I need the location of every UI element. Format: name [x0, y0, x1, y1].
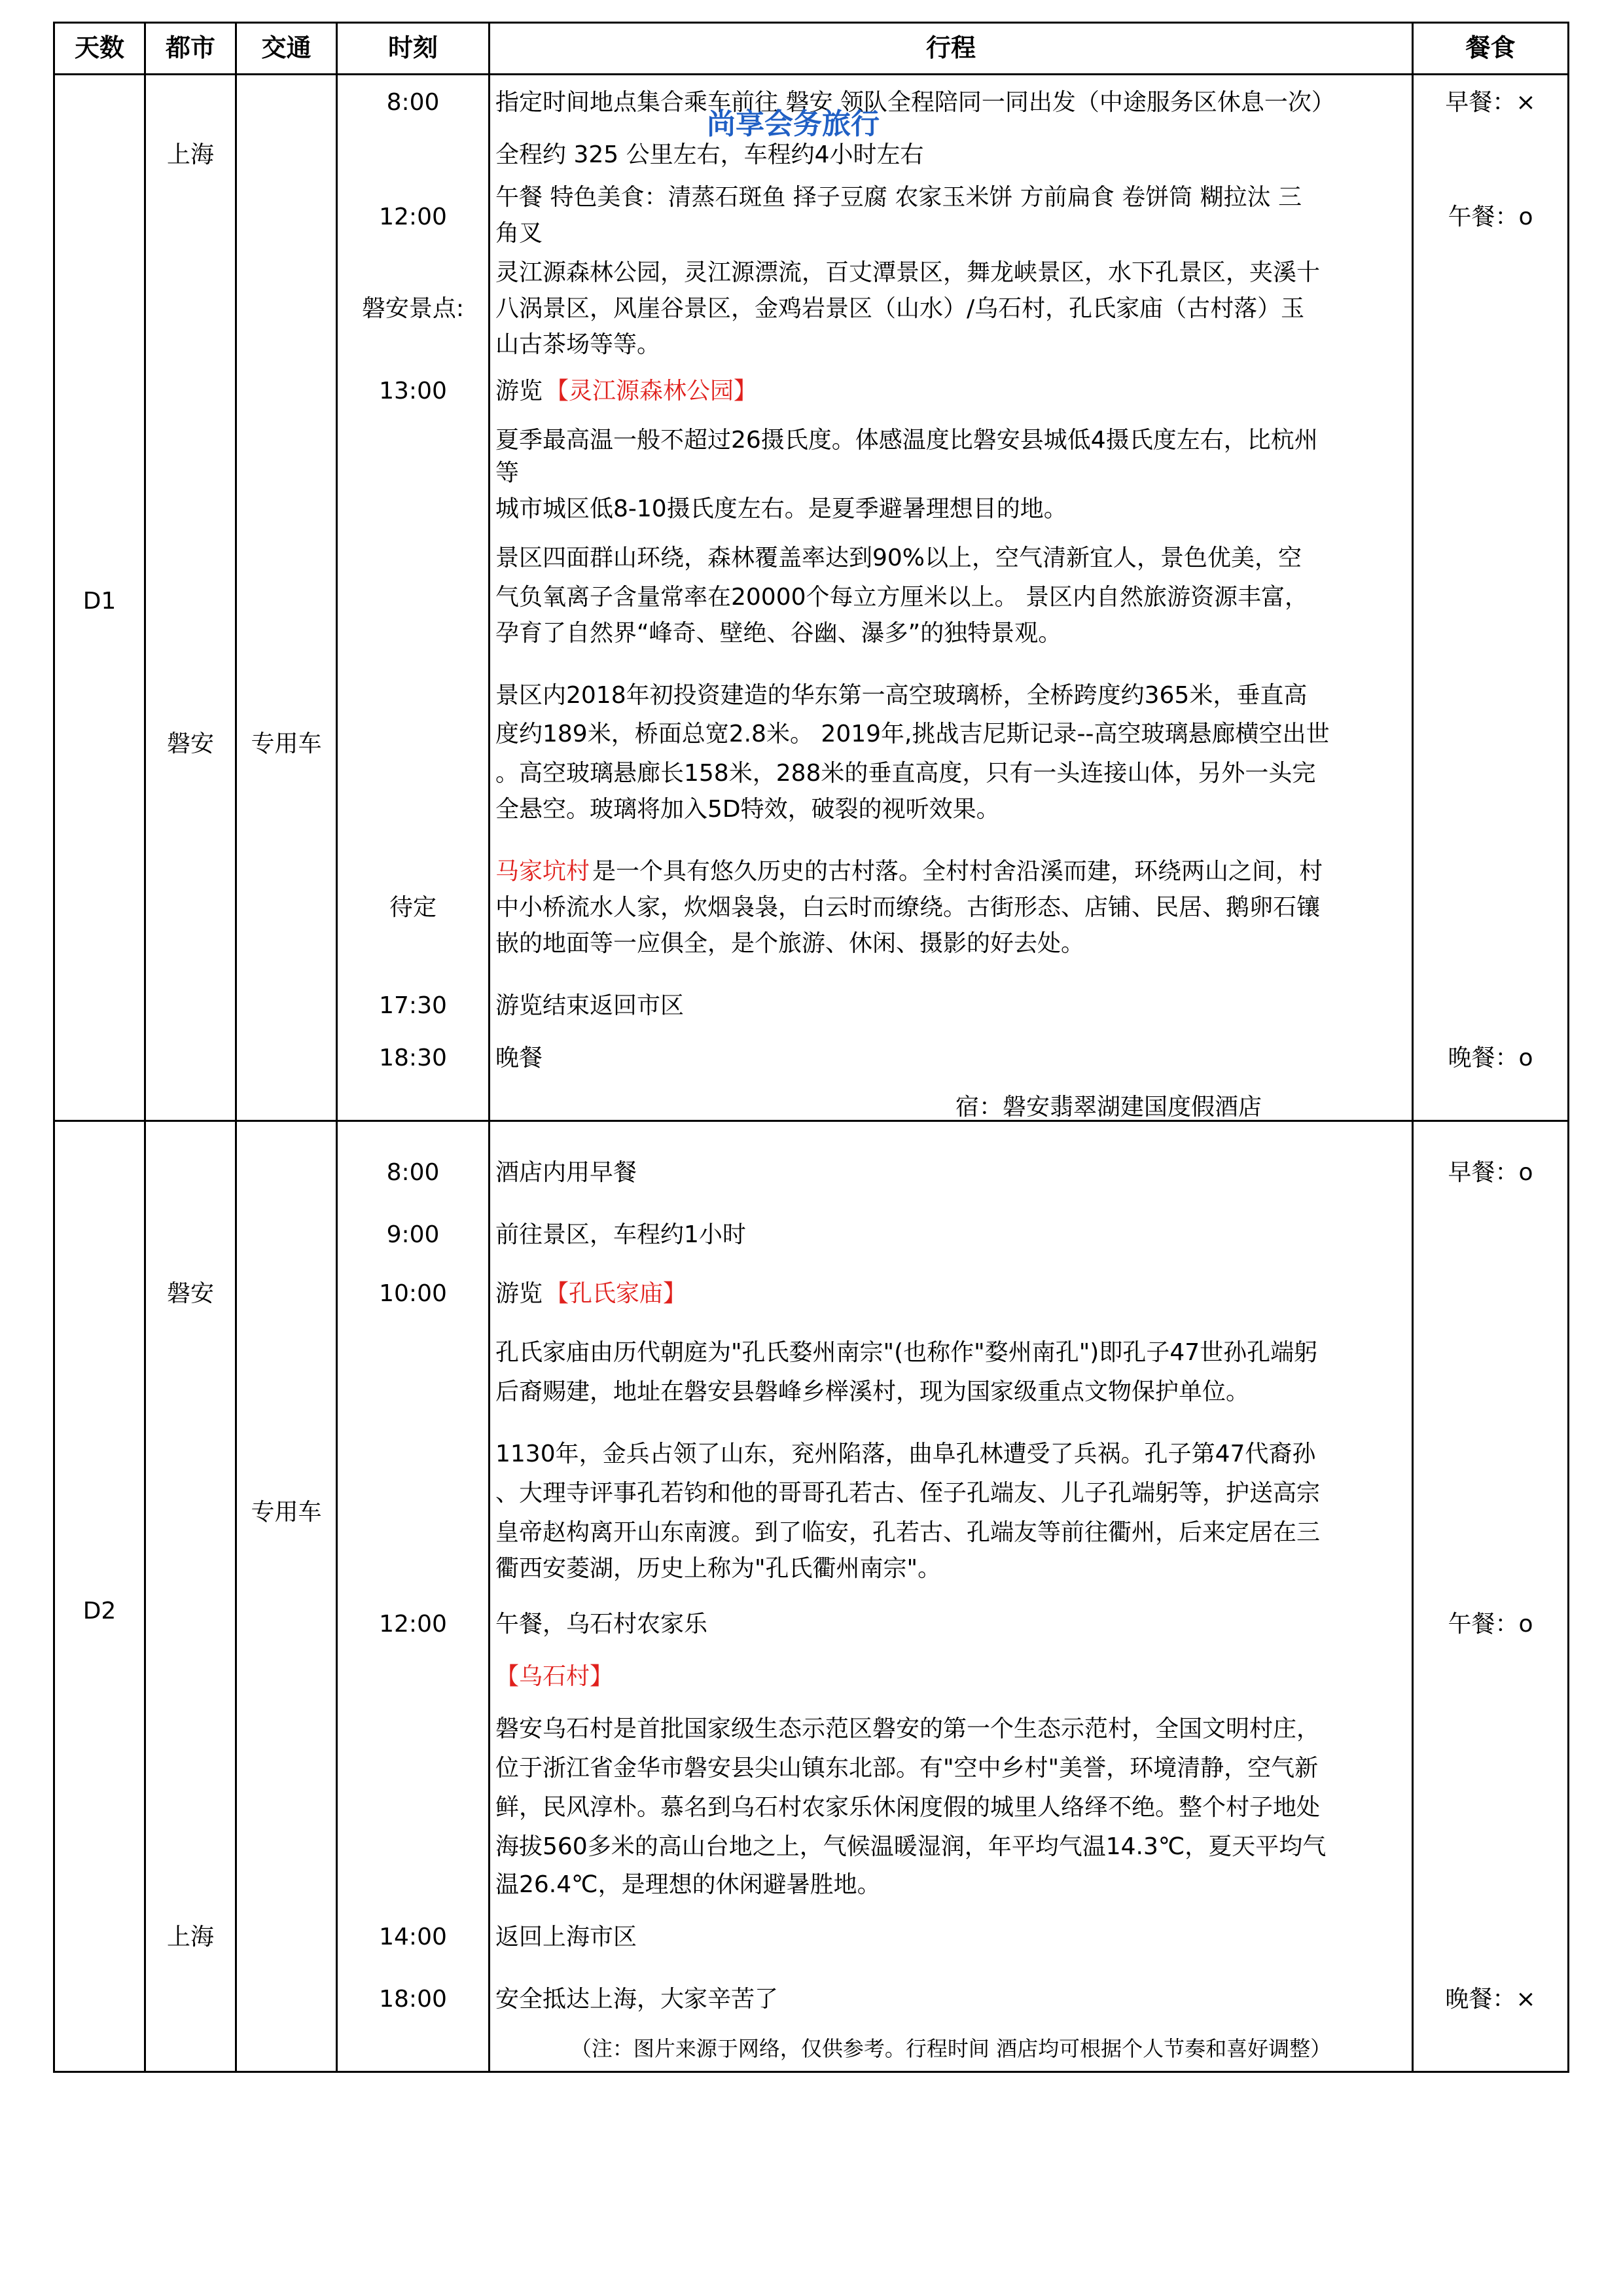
- itinerary-line: 游览: [495, 378, 543, 404]
- itinerary-line: 。高空玻璃悬廊长158米，288米的垂直高度，只有一头连接山体，另外一头完: [495, 760, 1316, 787]
- itinerary-line: 等: [495, 459, 520, 486]
- transport-private-car: 专用车: [251, 730, 322, 757]
- itinerary-line: 鲜，民风淳朴。慕名到乌石村农家乐休闲度假的城里人络绎不绝。整个村子地处: [495, 1794, 1321, 1821]
- city-shanghai: 上海: [166, 141, 214, 168]
- itinerary-line: 返回上海市区: [495, 1924, 637, 1950]
- itinerary-line: 皇帝赵构离开山东南渡。到了临安，孔若古、孔端友等前往衢州，后来定居在三: [495, 1519, 1321, 1546]
- col-border: [235, 22, 237, 2073]
- itinerary-line: 全悬空。玻璃将加入5D特效，破裂的视听效果。: [495, 796, 1000, 823]
- meal-lunch: 午餐：o: [1448, 1611, 1533, 1638]
- header-transport: 交通: [261, 33, 312, 62]
- time-slot: 8:00: [386, 1159, 440, 1186]
- meal-dinner: 晚餐：×: [1445, 1986, 1536, 2013]
- itinerary-line: 灵江源森林公园，灵江源漂流，百丈潭景区，舞龙峡景区，水下孔景区，夹溪十: [495, 259, 1321, 286]
- meal-breakfast: 早餐：o: [1448, 1159, 1533, 1186]
- header-day: 天数: [74, 33, 124, 62]
- city-shanghai: 上海: [166, 1924, 214, 1950]
- time-slot: 18:00: [379, 1986, 447, 2013]
- itinerary-line: 温26.4℃，是理想的休闲避暑胜地。: [495, 1871, 881, 1898]
- day-divider: [53, 1120, 1569, 1122]
- itinerary-line: 度约189米，桥面总宽2.8米。 2019年,挑战吉尼斯记录--高空玻璃悬廊横空出世: [495, 721, 1330, 747]
- itinerary-line: 游览结束返回市区: [495, 992, 685, 1019]
- time-slot: 12:00: [379, 1611, 447, 1638]
- header-time: 时刻: [387, 33, 438, 62]
- itinerary-line: 酒店内用早餐: [495, 1159, 637, 1186]
- itinerary-line: 位于浙江省金华市磐安县尖山镇东北部。有"空中乡村"美誉，环境清静，空气新: [495, 1755, 1319, 1782]
- time-slot: 14:00: [379, 1924, 447, 1950]
- itinerary-line: 嵌的地面等一应俱全，是个旅游、休闲、摄影的好去处。: [495, 930, 1085, 957]
- itinerary-line: 夏季最高温一般不超过26摄氏度。体感温度比磐安县城低4摄氏度左右，比杭州: [495, 427, 1318, 454]
- itinerary-line: 、大理寺评事孔若钧和他的哥哥孔若古、侄子孔端友、儿子孔端躬等，护送高宗: [495, 1480, 1321, 1507]
- itinerary-line: 磐安乌石村是首批国家级生态示范区磐安的第一个生态示范村，全国文明村庄，: [495, 1715, 1321, 1742]
- itinerary-line: 安全抵达上海，大家辛苦了: [495, 1986, 779, 2013]
- itinerary-line: 中小桥流水人家，炊烟袅袅，白云时而缭绕。古街形态、店铺、民居、鹅卵石镶: [495, 894, 1321, 921]
- footnote: （注：图片来源于网络，仅供参考。行程时间 酒店均可根据个人节奏和喜好调整）: [570, 2036, 1332, 2061]
- itinerary-line: 气负氧离子含量常率在20000个每立方厘米以上。 景区内自然旅游资源丰富，: [495, 584, 1308, 611]
- itinerary-line: 孕育了自然界“峰奇、壁绝、谷幽、瀑多”的独特景观。: [495, 620, 1062, 647]
- header-meal: 餐食: [1465, 33, 1516, 62]
- spot-name: 马家坑村: [495, 858, 590, 885]
- meal-breakfast: 早餐：×: [1445, 89, 1536, 116]
- day-label-d1: D1: [82, 588, 116, 615]
- header-bottom-border: [53, 73, 1569, 75]
- time-slot: 10:00: [379, 1280, 447, 1307]
- itinerary-line: 城市城区低8-10摄氏度左右。是夏季避暑理想目的地。: [495, 495, 1067, 522]
- table-bottom-border: [53, 2071, 1569, 2073]
- time-slot: 磐安景点:: [361, 295, 465, 322]
- itinerary-line: 海拔560多米的高山台地之上，气候温暖湿润，年平均气温14.3℃，夏天平均气: [495, 1833, 1327, 1860]
- time-slot: 13:00: [379, 378, 447, 404]
- itinerary-line: 后裔赐建，地址在磐安县磐峰乡榉溪村，现为国家级重点文物保护单位。: [495, 1378, 1250, 1405]
- transport-private-car: 专用车: [251, 1499, 322, 1526]
- spot-name: 【孔氏家庙】: [545, 1280, 687, 1307]
- itinerary-line: 山古茶场等等。: [495, 331, 661, 358]
- itinerary-line: 衢西安菱湖，历史上称为"孔氏衢州南宗"。: [495, 1555, 942, 1582]
- header-city: 都市: [165, 33, 215, 62]
- col-border: [1567, 22, 1569, 2073]
- meal-dinner: 晚餐：o: [1448, 1045, 1533, 1071]
- itinerary-line: 孔氏家庙由历代朝庭为"孔氏婺州南宗"(也称作"婺州南孔")即孔子47世孙孔端躬: [495, 1339, 1318, 1366]
- watermark-text: 尚享会务旅行: [707, 107, 880, 141]
- itinerary-line: 是一个具有悠久历史的古村落。全村村舍沿溪而建，环绕两山之间，村: [592, 858, 1323, 885]
- time-slot: 8:00: [386, 89, 440, 116]
- time-slot: 9:00: [386, 1221, 440, 1248]
- time-slot: 12:00: [379, 204, 447, 230]
- itinerary-line: 前往景区，车程约1小时: [495, 1221, 746, 1248]
- table-top-border: [53, 22, 1569, 24]
- itinerary-line: 晚餐: [495, 1045, 543, 1071]
- spot-name: 【乌石村】: [495, 1663, 614, 1690]
- itinerary-line: 指定时间地点集合乘车前往 磐安 领队全程陪同一同出发（中途服务区休息一次）: [495, 89, 1335, 116]
- itinerary-line: 八涡景区，风崖谷景区，金鸡岩景区（山水）/乌石村，孔氏家庙（古村落）玉: [495, 295, 1305, 322]
- itinerary-line: 角叉: [495, 220, 543, 247]
- itinerary-line: 景区内2018年初投资建造的华东第一高空玻璃桥，全桥跨度约365米，垂直高: [495, 682, 1308, 709]
- itinerary-line: 午餐 特色美食：清蒸石斑鱼 择子豆腐 农家玉米饼 方前扁食 卷饼筒 糊拉汰 三: [495, 184, 1302, 211]
- time-slot: 18:30: [379, 1045, 447, 1071]
- itinerary-line: 1130年，金兵占领了山东，兖州陷落，曲阜孔林遭受了兵祸。孔子第47代裔孙: [495, 1441, 1316, 1467]
- city-panan: 磐安: [166, 730, 214, 757]
- spot-name: 【灵江源森林公园】: [545, 378, 758, 404]
- itinerary-line: 景区四面群山环绕，森林覆盖率达到90%以上，空气清新宜人，景色优美，空: [495, 545, 1302, 571]
- city-panan: 磐安: [166, 1280, 214, 1307]
- hotel-line: 宿：磐安翡翠湖建国度假酒店: [955, 1094, 1262, 1121]
- itinerary-line: 游览: [495, 1280, 543, 1307]
- itinerary-line: 午餐，乌石村农家乐: [495, 1611, 708, 1638]
- time-slot: 待定: [389, 894, 437, 921]
- time-slot: 17:30: [379, 992, 447, 1019]
- col-border: [488, 22, 490, 2073]
- day-label-d2: D2: [82, 1598, 116, 1624]
- col-border: [53, 22, 55, 2073]
- meal-lunch: 午餐：o: [1448, 204, 1533, 230]
- header-itinerary: 行程: [925, 33, 976, 62]
- itinerary-line: 全程约 325 公里左右，车程约4小时左右: [495, 141, 924, 168]
- col-border: [144, 22, 146, 2073]
